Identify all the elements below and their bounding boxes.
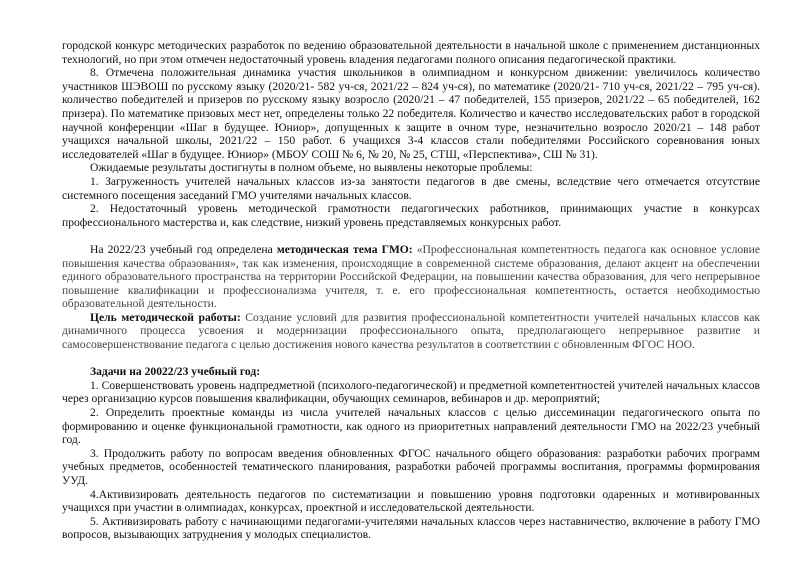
problem-item-1: 1. Загруженность учителей начальных классов из-за занятости педагогов в две смены, вследствие чего отмечается отсутствие системного посещения заседаний ГМО учителями начальных классов. bbox=[62, 174, 760, 202]
task-item-4: 4.Активизировать деятельность педагогов по систематизации и повышению уровня подготовки одаренных и мотивированных учащихся при участии в олимпиадах, конкурсах, проектной и исследовательской деятельности. bbox=[62, 487, 760, 515]
problem-item-2: 2. Недостаточный уровень методической грамотности педагогических работников, принимающих участие в конкурсах профессионального мастерства и, как следствие, низкий уровень представляемых конкурсных работ. bbox=[62, 202, 760, 229]
theme-label: методическая тема ГМО: bbox=[276, 242, 413, 256]
paragraph-contest-continuation: городской конкурс методических разработок по ведению образовательной деятельности в начальной школе с применением дистанционных технологий, но при этом отмечен недостаточный уровень владения педагогами полного описания педагогической практики. bbox=[62, 39, 760, 66]
paragraph-expected-results: Ожидаемые результаты достигнуты в полном объеме, но выявлены некоторые проблемы: bbox=[90, 161, 533, 175]
paragraph-olympiad-dynamics: 8. Отмечена положительная динамика участия школьников в олимпиадном и конкурсном движении: увеличилось количество участников ШЭВОШ по русскому языку (2020/21- 582 уч-ся, 2021/22 – 824 уч-ся), по математике (2020/21- 710 уч-ся, 2021/22 – 795 уч-ся). количество победителей и призеров по русскому языку возросло (2020/21 – 47 победителей, 155 призеров, 2021/22 – 65 победителей, 162 призера). По математике призовых мест нет, определены только 22 победителя. Количество и качество исследовательских работ в городской научной конференции «Шаг в будущее. Юниор», допущенных к защите в очном туре, незначительно возросло 2020/21 – 148 работ учащихся начальной школы, 2021/22 – 150 работ. 6 учащихся 3-4 классов стали победителями Российского соревнования юных исследователей «Шаг в будущее. Юниор» (МБОУ СОШ № 6, № 20, № 25, СТШ, «Перспектива», СШ № 31). bbox=[62, 66, 760, 161]
goal-label: Цель методической работы: bbox=[90, 310, 241, 324]
paragraph-goal bbox=[62, 311, 760, 352]
theme-text: «Профессиональная компетентность педагога как основное условие повышения качества образования», так как изменения, происходящие в современной системе образования, делают акцент на обеспечении единого образовательного пространства на территории Российской Федерации, на повышении качества образования, для чего непрерывное повышение квалификации и профессионализма учителя, т. е. его профессиональная компетентность, остается необходимостью образовательной деятельности. bbox=[62, 242, 760, 311]
paragraph-methodical-theme bbox=[62, 243, 760, 311]
document-page bbox=[62, 39, 760, 542]
tasks-heading bbox=[62, 365, 760, 379]
task-item-3: 3. Продолжить работу по вопросам введения обновленных ФГОС начального общего образования: разработки рабочих программ учебных предметов, особенностей тематического планирования, разработки рабочей программы воспитания, программы формирования УУД. bbox=[62, 446, 760, 487]
task-item-5: 5. Активизировать работу с начинающими педагогами-учителями начальных классов через наставничество, включение в работу ГМО вопросов, вызывающих затруднения у молодых специалистов. bbox=[62, 514, 760, 542]
theme-lead: На 2022/23 учебный год определена bbox=[90, 242, 277, 256]
task-item-1: 1. Совершенствовать уровень надпредметной (психолого-педагогической) и предметной компетентностей учителей начальных классов через организацию курсов повышения квалификации, обучающих семинаров, вебинаров и др. мероприятий; bbox=[62, 378, 760, 406]
goal-text: Создание условий для развития профессиональной компетентности учителей начальных классов как динамичного процесса усвоения и модернизации профессионального опыта, предполагающего непрерывное развитие и самосовершенствование педагога с целью достижения нового качества результатов в соответствии с обновленным ФГОС НОО. bbox=[62, 310, 760, 352]
tasks-heading-text: Задачи на 20022/23 учебный год: bbox=[90, 365, 261, 379]
task-item-2: 2. Определить проектные команды из числа учителей начальных классов с целью диссеминации педагогического опыта по формированию и оценке функциональной грамотности, как одного из приоритетных направлений деятельности ГМО на 2022/23 учебный год. bbox=[62, 406, 760, 447]
